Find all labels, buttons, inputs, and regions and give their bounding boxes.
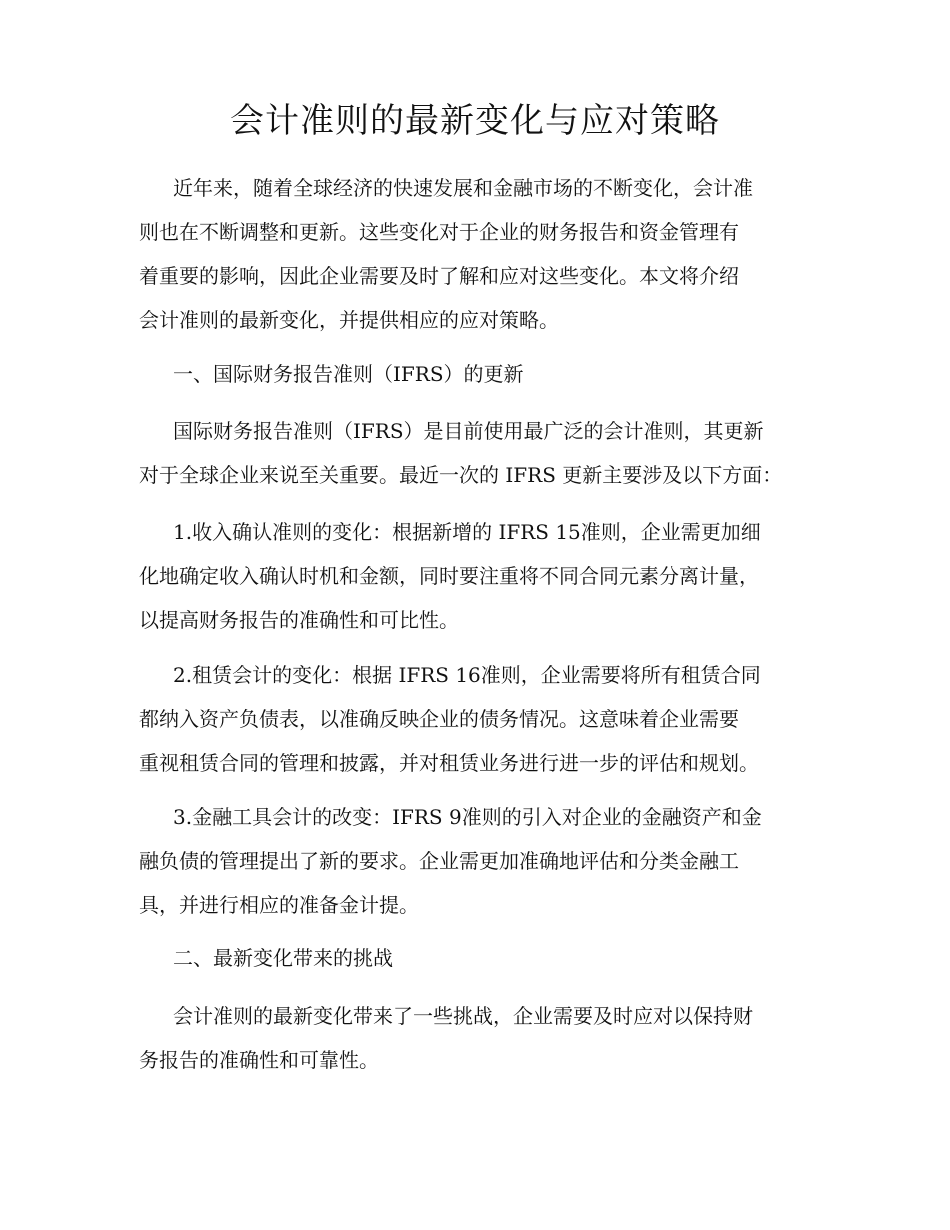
paragraph-line: 会计准则的最新变化，并提供相应的应对策略。 — [139, 308, 559, 332]
section-heading-challenges — [139, 936, 839, 980]
paragraph-line: 对于全球企业来说至关重要。最近一次的 IFRS 更新主要涉及以下方面： — [139, 463, 783, 487]
document-title: 会计准则的最新变化与应对策略 — [230, 101, 720, 141]
paragraph-line: 化地确定收入确认时机和金额，同时要注重将不同合同元素分离计量， — [139, 564, 759, 588]
paragraph-line: 则也在不断调整和更新。这些变化对于企业的财务报告和资金管理有 — [139, 220, 739, 244]
paragraph-line: 都纳入资产负债表，以准确反映企业的债务情况。这意味着企业需要 — [139, 707, 739, 731]
paragraph-line: 着重要的影响，因此企业需要及时了解和应对这些变化。本文将介绍 — [139, 264, 739, 288]
heading-line: 一、国际财务报告准则（IFRS）的更新 — [173, 362, 524, 386]
paragraph-line: 会计准则的最新变化带来了一些挑战，企业需要及时应对以保持财 — [173, 1004, 753, 1028]
paragraph-line: 务报告的准确性和可靠性。 — [139, 1048, 379, 1072]
paragraph-line: 近年来，随着全球经济的快速发展和金融市场的不断变化，会计准 — [173, 176, 753, 200]
section-heading-ifrs — [139, 352, 839, 396]
paragraph-line: 3.金融工具会计的改变：IFRS 9准则的引入对企业的金融资产和金 — [173, 805, 762, 829]
paragraph-challenges — [139, 994, 839, 1082]
paragraph-line: 以提高财务报告的准确性和可比性。 — [139, 608, 459, 632]
paragraph-line: 重视租赁合同的管理和披露，并对租赁业务进行进一步的评估和规划。 — [139, 751, 759, 775]
paragraph-line: 具，并进行相应的准备金计提。 — [139, 893, 419, 917]
paragraph-line: 国际财务报告准则（IFRS）是目前使用最广泛的会计准则，其更新 — [173, 419, 764, 443]
paragraph-line: 融负债的管理提出了新的要求。企业需更加准确地评估和分类金融工 — [139, 849, 739, 873]
paragraph-line: 1.收入确认准则的变化：根据新增的 IFRS 15准则，企业需更加细 — [173, 520, 761, 544]
heading-line: 二、最新变化带来的挑战 — [173, 946, 393, 970]
paragraph-line: 2.租赁会计的变化：根据 IFRS 16准则，企业需要将所有租赁合同 — [173, 663, 761, 687]
list-item-leases — [139, 653, 839, 785]
list-item-financial-instruments — [139, 795, 839, 927]
paragraph-ifrs-intro — [139, 409, 839, 497]
list-item-revenue — [139, 510, 839, 642]
paragraph-intro — [139, 166, 839, 342]
